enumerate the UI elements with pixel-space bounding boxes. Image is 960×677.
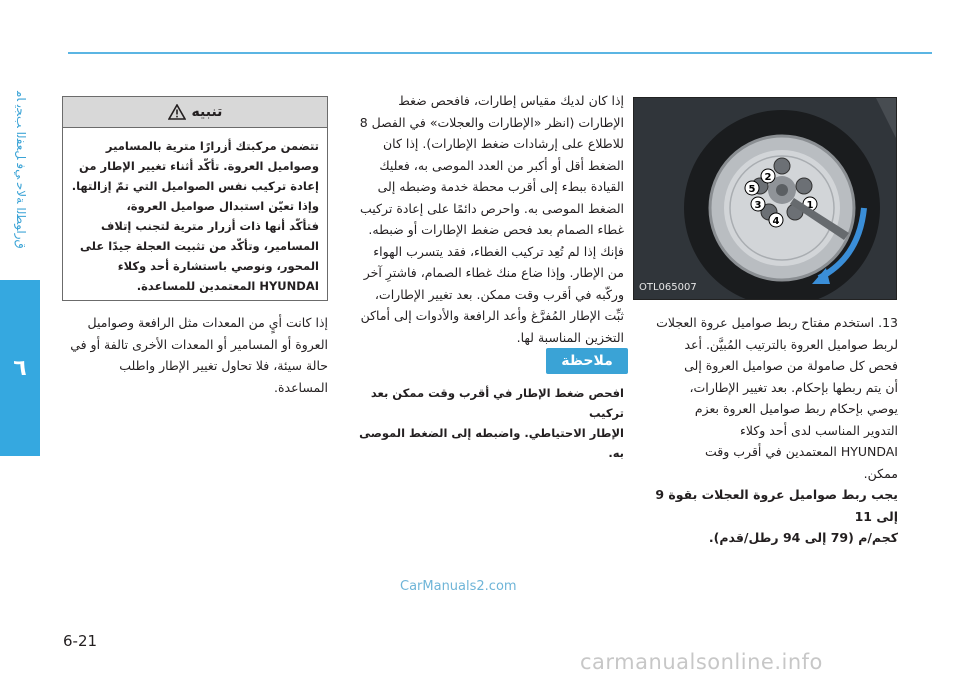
- note-badge: [546, 348, 628, 374]
- figure-code: OTL065007: [639, 282, 697, 293]
- header-rule: [68, 52, 932, 54]
- chapter-side-title: ﻕﺭﺍﻮﻄﻟﺍ ﺔﻟﺎﺣ ﻲﻓ ﻞﻌﻔﻟﺍ ﺐﺠﻳ ﺎﻣ: [14, 91, 28, 249]
- text-line: ﻭﺭﻛّﺒﻪ ﻓﻲ ﺃﻗﺮﺏ ﻭﻗﺖ ﻣﻤﻜﻦ. ﺑﻌﺪ ﺗﻐﻴﻴﺮ ﺍﻹﻃﺎﺭﺍﺕ،: [374, 286, 624, 302]
- text-line: ﺍﻟﻀﻐﻂ ﺍﻟﻤﻮﺻﻰ ﺑﻪ. ﻭﺍﺣﺮﺹ ﺩﺍﺋﻤًﺎ ﻋﻠﻰ ﺇﻋﺎﺩﺓ ﺗﺮﻛﻴﺐ: [359, 200, 624, 216]
- svg-text:5: 5: [748, 184, 756, 195]
- text-line: ﻟﻼﻃﻼﻉ ﻋﻠﻰ ﺇﺭﺷﺎﺩﺍﺕ ﺿﻐﻂ ﺍﻹﻃﺎﺭﺍﺕ). ﺇﺫﺍ ﻛﺎﻥ: [382, 136, 624, 151]
- caution-line: ﺍﻟﻤﺴﺎﻣﻴﺮ، ﻭﺗﺄﻛّﺪ ﻣﻦ ﺗﺜﺒﻴﺖ ﺍﻟﻌﺠﻠﺔ ﺟﻴﺪًﺍ ﻋﻠﻰ: [80, 239, 319, 253]
- watermark-link[interactable]: CarManuals2.com: [400, 579, 517, 594]
- caution-line: HYUNDAI ﺍﻟﻤﻌﺘﻤﺪﻳﻦ ﻟﻠﻤﺴﺎﻋﺪﺓ.: [136, 279, 319, 293]
- text-line: ﺃﻥ ﻳﺘﻢ ﺭﺑﻄﻬﺎ ﺑﺈﺣﻜﺎﻡ. ﺑﻌﺪ ﺗﻐﻴﻴﺮ ﺍﻹﻃﺎﺭﺍﺕ،: [689, 379, 898, 395]
- text-line: ﻟﺮﺑﻂ ﺻﻮﺍﻣﻴﻞ ﺍﻟﻌﺮﻭﺓ ﺑﺎﻟﺘﺮﺗﻴﺐ ﺍﻟﻤُﺒﻴَّﻦ. ﺃﻋﺪ: [684, 336, 898, 352]
- caution-box: [62, 96, 328, 301]
- text-line: ﻣﻦ ﺍﻹﻃﺎﺭ. ﻭﺇﺫﺍ ﺿﺎﻉ ﻣﻨﻚ ﻏﻄﺎﺀ ﺍﻟﺼﻤﺎﻡ، ﻓﺎﺷﺘﺮِ ﺁﺧﺮ: [363, 265, 624, 280]
- caution-line: ﺍﻟﻤﺤﻮﺭ، ﻭﻧﻮﺻﻲ ﺑﺎﺳﺘﺸﺎﺭﺓ ﺃﺣﺪ ﻭﻛﻼﺀ: [117, 259, 319, 273]
- note-line: ﺍﻹﻃﺎﺭ ﺍﻻﺣﺘﻴﺎﻃﻲ. ﻭﺍﺿﺒﻄﻪ ﺇﻟﻰ ﺍﻟﻀﻐﻂ ﺍﻟﻤﻮﺻﻰ ﺑﻪ.: [359, 426, 624, 460]
- caution-title: ﺗﻨﺒﻴﻪ: [191, 104, 223, 120]
- text-line: ﺣﺎﻟﺔ ﺳﻴﺌﺔ، ﻓﻼ ﺗﺤﺎﻭﻝ ﺗﻐﻴﻴﺮ ﺍﻹﻃﺎﺭ ﻭﺍﻃﻠﺐ ﺍﻟﻤﺴﺎﻋﺪﺓ.: [119, 358, 328, 395]
- caution-line: ﻭﺇﺫﺍ ﺗﻌﻴّﻦ ﺍﺳﺘﺒﺪﺍﻝ ﺻﻮﺍﻣﻴﻞ ﺍﻟﻌﺮﻭﺓ،: [126, 199, 319, 213]
- text-line: ﺍﻟﺘﺨﺰﻳﻦ ﺍﻟﻤﻨﺎﺳﺒﺔ ﻟﻬﺎ.: [516, 329, 624, 345]
- caution-line: ﺇﻋﺎﺩﺓ ﺗﺮﻛﻴﺐ ﻧﻔﺲ ﺍﻟﺼﻮﺍﻣﻴﻞ ﺍﻟﺘﻲ ﺗﻢّ ﺇﺯﺍﻟﺘﻬﺎ.: [71, 179, 319, 193]
- torque-spec-line: ﻛﺠﻢ/ﻡ (79 ﺇﻟﻰ 94 ﺭﻃﻞ/ﻗﺪﻡ).: [708, 530, 898, 545]
- text-line: ﺍﻟﻘﻴﺎﺩﺓ ﺑﺒﻂﺀ ﺇﻟﻰ ﺃﻗﺮﺏ ﻣﺤﻄﺔ ﺧﺪﻣﺔ ﻭﺿﺒﻄﻪ ﺇﻟﻰ: [377, 179, 624, 194]
- chapter-number: ٦: [13, 355, 27, 381]
- middle-column-text: [342, 90, 624, 348]
- text-line: ﻏﻄﺎﺀ ﺍﻟﺼﻤﺎﻡ ﺑﻌﺪ ﻓﺤﺺ ﺿﻐﻂ ﺍﻹﻃﺎﺭﺍﺕ ﺃﻭ ﺿﺒﻄﻪ.: [368, 222, 624, 237]
- text-line: ﻓﺤﺺ ﻛﻞ ﺻﺎﻣﻮﻟﺔ ﻣﻦ ﺻﻮﺍﻣﻴﻞ ﺍﻟﻌﺮﻭﺓ ﺇﻟﻰ: [684, 358, 898, 373]
- text-line: ﻓﺈﻧﻚ ﺇﺫﺍ ﻟﻢ ﺗُﻌِﺪ ﺗﺮﻛﻴﺐ ﺍﻟﻐﻄﺎﺀ، ﻓﻘﺪ ﻳﺘﺴﺮﺏ ﺍﻟﻬﻮﺍﺀ: [373, 243, 624, 259]
- note-line: ﺍﻓﺤﺺ ﺿﻐﻂ ﺍﻹﻃﺎﺭ ﻓﻲ ﺃﻗﺮﺏ ﻭﻗﺖ ﻣﻤﻜﻦ ﺑﻌﺪ ﺗﺮﻛﻴﺐ: [370, 386, 624, 420]
- svg-text:4: 4: [772, 216, 780, 227]
- caution-header: [63, 97, 327, 128]
- svg-text:1: 1: [806, 200, 814, 211]
- text-line: 13. ﺍﺳﺘﺨﺪﻡ ﻣﻔﺘﺎﺡ ﺭﺑﻂ ﺻﻮﺍﻣﻴﻞ ﻋﺮﻭﺓ ﺍﻟﻌﺠﻼﺕ: [656, 315, 898, 330]
- chapter-tab[interactable]: [0, 280, 40, 456]
- step-13-text: [636, 312, 898, 549]
- text-line: ﺍﻟﺘﺪﻭﻳﺮ ﺍﻟﻤﻨﺎﺳﺐ ﻟﺪﻯ ﺃﺣﺪ ﻭﻛﻼﺀ: [740, 422, 898, 438]
- note-label: ﻣﻼﺣﻈﺔ: [561, 353, 613, 369]
- page-number: 6-21: [63, 632, 98, 650]
- text-line: ﺇﺫﺍ ﻛﺎﻧﺖ ﺃﻱٍ ﻣﻦ ﺍﻟﻤﻌﺪﺍﺕ ﻣﺜﻞ ﺍﻟﺮﺍﻓﻌﺔ ﻭﺻﻮﺍﻣﻴﻞ: [87, 315, 328, 330]
- wheel-lug-nut-figure: [633, 97, 897, 300]
- text-line: ﺍﻟﻀﻐﻂ ﺃﻗﻞ ﺃﻭ ﺃﻛﺒﺮ ﻣﻦ ﺍﻟﻌﺪﺩ ﺍﻟﻤﻮﺻﻰ ﺑﻪ، ﻓﻌﻠﻴﻚ: [379, 157, 624, 173]
- warning-triangle-icon: [168, 104, 186, 120]
- note-text: [342, 383, 624, 463]
- wheel-illustration: [634, 98, 896, 299]
- watermark-site: carmanualsonline.info: [580, 650, 823, 674]
- svg-text:3: 3: [754, 200, 762, 211]
- text-line: ﺍﻟﻌﺮﻭﺓ ﺃﻭ ﺍﻟﻤﺴﺎﻣﻴﺮ ﺃﻭ ﺍﻟﻤﻌﺪﺍﺕ ﺍﻷﺧﺮﻯ ﺗﺎﻟﻔﺔ ﺃﻭ ﻓﻲ: [70, 336, 328, 352]
- chapter-sidebar: [0, 0, 40, 677]
- text-line: ﻳﻮﺻﻲ ﺑﺈﺣﻜﺎﻡ ﺭﺑﻂ ﺻﻮﺍﻣﻴﻞ ﺍﻟﻌﺮﻭﺓ ﺑﻌﺰﻡ: [694, 401, 898, 416]
- text-line: ﺍﻹﻃﺎﺭﺍﺕ (ﺍﻧﻈﺮ «ﺍﻹﻃﺎﺭﺍﺕ ﻭﺍﻟﻌﺠﻼﺕ» ﻓﻲ ﺍﻟﻔﺼﻞ 8: [359, 114, 624, 130]
- text-line: ﺛﺒِّﺖ ﺍﻹﻃﺎﺭ ﺍﻟﻤُﻔﺮَّﻍ ﻭﺃﻋﺪ ﺍﻟﺮﺍﻓﻌﺔ ﻭﺍﻷﺩﻭﺍﺕ ﺇﻟﻰ ﺃﻣﺎﻛﻦ: [360, 308, 624, 323]
- text-line: HYUNDAI ﺍﻟﻤﻌﺘﻤﺪﻳﻦ ﻓﻲ ﺃﻗﺮﺏ ﻭﻗﺖ: [705, 444, 898, 459]
- caution-line: ﺗﺘﻀﻤﻦ ﻣﺮﻛﺒﺘﻚ ﺃﺯﺭﺍﺭًﺍ ﻣﺘﺮﻳﺔ ﺑﺎﻟﻤﺴﺎﻣﻴﺮ: [105, 139, 319, 153]
- svg-text:2: 2: [764, 172, 772, 183]
- caution-line: ﻭﺻﻮﺍﻣﻴﻞ ﺍﻟﻌﺮﻭﺓ. ﺗﺄﻛّﺪ ﺃﺛﻨﺎﺀ ﺗﻐﻴﻴﺮ ﺍﻹﻃﺎﺭ ﻣﻦ: [79, 159, 319, 173]
- torque-spec-line: ﻳﺠﺐ ﺭﺑﻂ ﺻﻮﺍﻣﻴﻞ ﻋﺮﻭﺓ ﺍﻟﻌﺠﻼﺕ ﺑﻘﻮﺓ 9 ﺇﻟﻰ 11: [655, 487, 898, 524]
- caution-line: ﻓﺘﺄﻛّﺪ ﺃﻧﻬﺎ ﺫﺍﺕ ﺃﺯﺭﺍﺭ ﻣﺘﺮﻳﺔ ﻟﺘﺠﻨﺐ ﺇﺗﻼﻑ: [101, 219, 319, 233]
- text-line: ﺇﺫﺍ ﻛﺎﻥ ﻟﺪﻳﻚ ﻣﻘﻴﺎﺱ ﺇﻃﺎﺭﺍﺕ، ﻓﺎﻓﺤﺺ ﺿﻐﻂ: [398, 93, 624, 108]
- text-line: ﻣﻤﻜﻦ.: [863, 465, 898, 481]
- left-paragraph: [62, 312, 328, 398]
- caution-body: [63, 128, 327, 296]
